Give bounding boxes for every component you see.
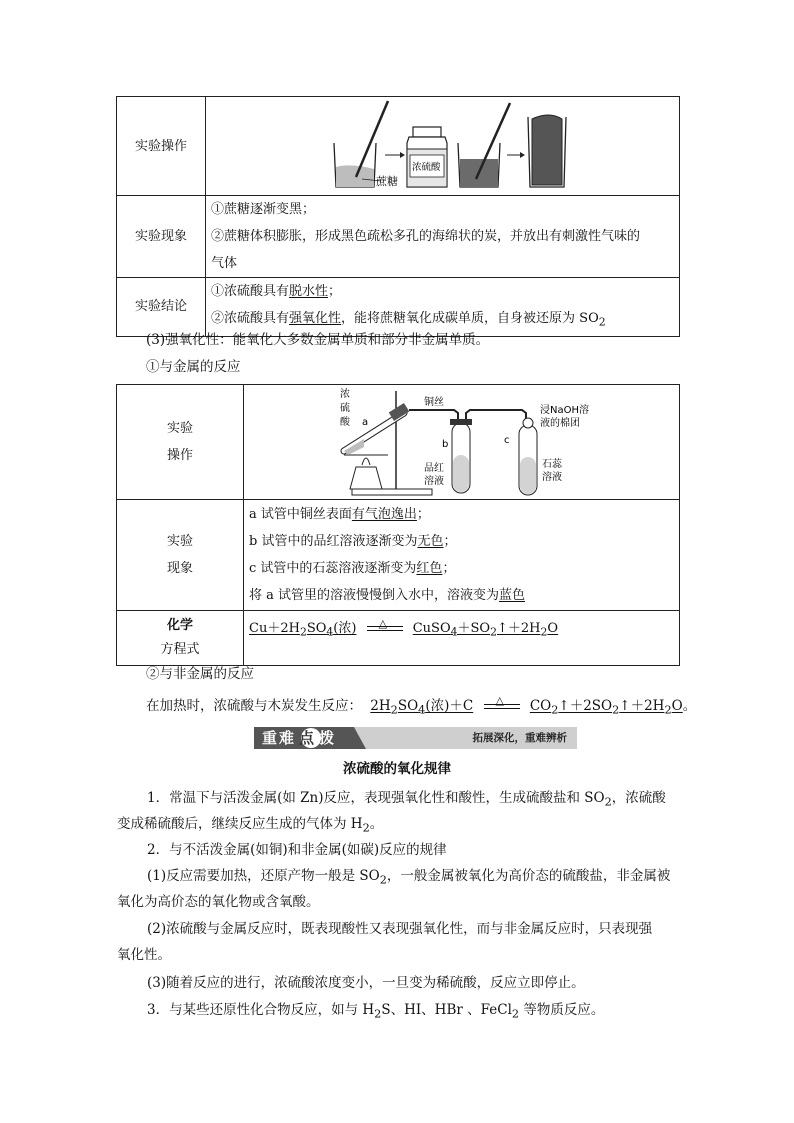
copper-experiment-table [116, 384, 680, 666]
copper-obs-4: 将 a 试管里的溶液慢慢倒入水中，溶液变为蓝色 [249, 588, 526, 603]
heating-equals-sign: △ [367, 622, 403, 636]
fig-label-c: c [504, 435, 510, 446]
fig-label-naoh-2: 液的棉团 [540, 418, 580, 429]
copper-obs-2: b 试管中的品红溶液逐渐变为无色； [249, 534, 457, 549]
phenomenon-line-3: 气体 [211, 256, 238, 271]
row-label-phenomenon: 实验现象 [117, 196, 206, 278]
fig-label-litmus-1: 石蕊 [542, 459, 562, 470]
rule-2-2-cont: 氧化性。 [117, 947, 171, 963]
row-label-phenomenon-2: 实验 现象 [117, 500, 244, 611]
banner-right-text: 拓展深化，重难辨析 [472, 732, 567, 744]
rule-1-cont: 变成稀硫酸后，继续反应生成的气体为 $H_2$。 [117, 816, 384, 835]
conclusion-line-1: ①浓硫酸具有脱水性； [211, 284, 342, 299]
phenomenon-line-2: ②蔗糖体积膨胀，形成黑色疏松多孔的海绵状的炭，并放出有刺激性气味的 [211, 229, 641, 244]
para-nonmetal-reaction: ②与非金属的反应 [146, 666, 254, 682]
copper-figure-cell [244, 385, 680, 500]
fig-label-b: b [442, 439, 449, 450]
rule-2: 2．与不活泼金属(如铜)和非金属(如碳)反应的规律 [147, 842, 447, 858]
copper-obs-3: c 试管中的石蕊溶液逐渐变为红色； [249, 561, 456, 576]
banner-dot: 点 [299, 729, 317, 747]
row-label-operation: 实验操作 [117, 97, 206, 196]
fig-label-a: a [362, 417, 369, 428]
row-label-conclusion: 实验结论 [117, 278, 206, 337]
fig-label-copper: 铜丝 [424, 397, 444, 408]
para-metal-reaction: ①与金属的反应 [146, 359, 241, 375]
sucrose-experiment-table [116, 96, 680, 337]
rule-2-1-cont: 氧化为高价态的氧化物或含氧酸。 [117, 894, 320, 910]
copper-phenomenon-cell [244, 500, 680, 611]
row-label-operation-2: 实验 操作 [117, 385, 244, 500]
key-point-banner [254, 727, 577, 749]
banner-left-1: 重难 [262, 729, 297, 747]
copper-equation: $Cu+2H_2SO_4$(浓) △ $CuSO_4+SO_2↑+2H_2O$ [249, 616, 559, 639]
section-title: 浓硫酸的氧化规律 [343, 761, 451, 777]
copper-equation-cell [244, 611, 680, 666]
fig-label-pink-2: 溶液 [424, 476, 444, 487]
phenomenon-cell [206, 196, 680, 278]
fig-label-acid-3: 酸 [340, 417, 350, 428]
fig-label-acid-1: 浓 [340, 389, 350, 400]
fig-label-pink-1: 品红 [424, 463, 444, 474]
heating-equals-sign-2: △ [484, 700, 520, 714]
carbon-reaction-line: 在加热时，浓硫酸与木炭发生反应： $2H_2SO_4$(浓)＋C △ $CO_2↑+2SO_2↑+2H_2O$。 [146, 693, 697, 717]
fig-label-naoh-1: 浸NaOH溶 [540, 405, 589, 416]
rule-1: 1．常温下与活泼金属(如 Zn)反应，表现强氧化性和酸性，生成硫酸盐和 $SO_2$，浓硫酸 [147, 790, 666, 809]
phenomenon-line-1: ①蔗糖逐渐变黑； [211, 202, 316, 217]
fig-label-litmus-2: 溶液 [542, 472, 562, 483]
sucrose-dehydration-figure [206, 97, 680, 195]
rule-2-2: (2)浓硫酸与金属反应时，既表现酸性又表现强氧化性，而与非金属反应时，只表现强 [147, 921, 653, 937]
banner-left-2: 拨 [319, 729, 337, 747]
row-label-equation: 化学 方程式 [117, 611, 244, 666]
para-strong-oxidation: (3)强氧化性：能氧化大多数金属单质和部分非金属单质。 [146, 332, 490, 348]
rule-2-3: (3)随着反应的进行，浓硫酸浓度变小，一旦变为稀硫酸，反应立即停止。 [147, 975, 585, 991]
rule-3: 3．与某些还原性化合物反应，如与 $H_2S$、HI、HBr 、FeCl$_2$ 等物质反应。 [147, 1002, 605, 1021]
rule-2-1: (1)反应需要加热，还原产物一般是 $SO_2$，一般金属被氧化为高价态的硫酸盐，非金属被 [147, 868, 671, 887]
fig-label-acid-2: 硫 [340, 403, 350, 414]
copper-obs-1: a 试管中铜丝表面有气泡逸出； [249, 507, 430, 522]
copper-acid-apparatus-figure [244, 385, 680, 499]
fig-label-acid-bottle: 浓硫酸 [412, 162, 441, 173]
fig-label-sucrose: 蔗糖 [376, 175, 398, 188]
operation-figure-cell [206, 97, 680, 196]
conclusion-line-2: ②浓硫酸具有强氧化性，能将蔗糖氧化成碳单质，自身被还原为 $SO_2$ [211, 311, 606, 329]
